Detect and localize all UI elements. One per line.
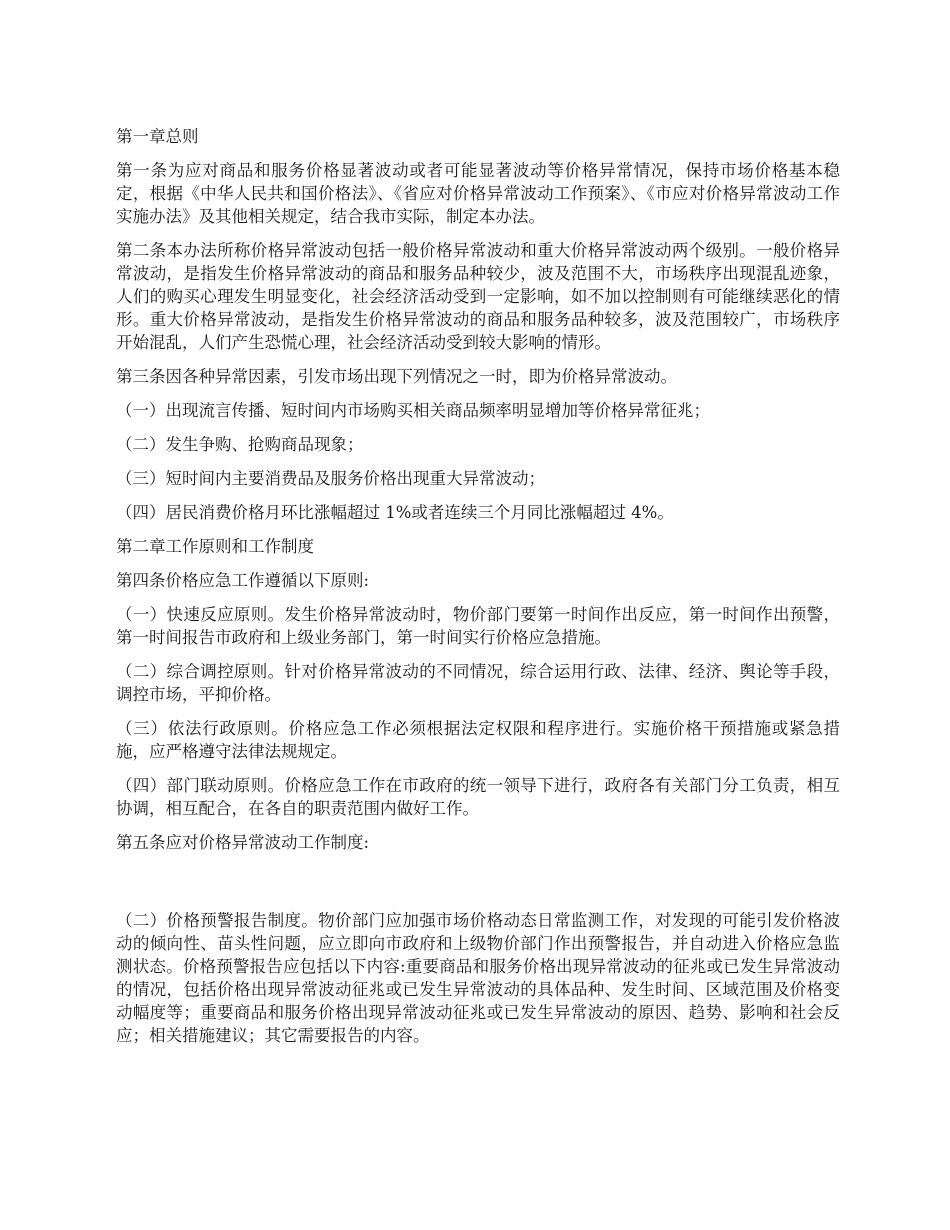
article-4-item-1: （一）快速反应原则。发生价格异常波动时，物价部门要第一时间作出反应，第一时间作出预警，第一时间报告市政府和上级业务部门，第一时间实行价格应急措施。 — [116, 605, 840, 647]
article-5: 第五条应对价格异常波动工作制度: — [116, 833, 370, 852]
article-2: 第二条本办法所称价格异常波动包括一般价格异常波动和重大价格异常波动两个级别。一般价格异常波动，是指发生价格异常波动的商品和服务品种较少，波及范围不大，市场秩序出现混乱迹象，人们的购买心理发生明显变化，社会经济活动受到一定影响，如不加以控制则有可能继续恶化的情形。重大价格异常波动，是指发生价格异常波动的商品和服务品种较多，波及范围较广，市场秩序开始混乱，人们产生恐慌心理，社会经济活动受到较大影响的情形。 — [116, 241, 840, 352]
article-3-item-1: （一）出现流言传播、短时间内市场购买相关商品频率明显增加等价格异常征兆； — [116, 401, 710, 420]
article-4: 第四条价格应急工作遵循以下原则: — [116, 571, 370, 590]
article-4-item-2: （二）综合调控原则。针对价格异常波动的不同情况，综合运用行政、法律、经济、舆论等手段，调控市场，平抑价格。 — [116, 662, 840, 704]
article-1: 第一条为应对商品和服务价格显著波动或者可能显著波动等价格异常情况，保持市场价格基本稳定，根据《中华人民共和国价格法》、《省应对价格异常波动工作预案》、《市应对价格异常波动工作实施办法》及其他相关规定，结合我市实际，制定本办法。 — [116, 161, 840, 226]
chapter-2-title: 第二章工作原则和工作制度 — [116, 537, 314, 556]
article-3-item-4: （四）居民消费价格月环比涨幅超过 1%或者连续三个月同比涨幅超过 4%。 — [116, 503, 674, 522]
article-4-item-3: （三）依法行政原则。价格应急工作必须根据法定权限和程序进行。实施价格干预措施或紧急措施，应严格遵守法律法规规定。 — [116, 719, 840, 761]
article-4-item-4: （四）部门联动原则。价格应急工作在市政府的统一领导下进行，政府各有关部门分工负责，相互协调，相互配合，在各自的职责范围内做好工作。 — [116, 776, 840, 818]
article-3-item-2: （二）发生争购、抢购商品现象； — [116, 435, 364, 454]
chapter-1-title: 第一章总则 — [116, 127, 199, 146]
blank-gap — [116, 865, 840, 909]
article-5-item-2: （二）价格预警报告制度。物价部门应加强市场价格动态日常监测工作，对发现的可能引发价格波动的倾向性、苗头性问题，应立即向市政府和上级物价部门作出预警报告，并自动进入价格应急监测状态。价格预警报告应包括以下内容:重要商品和服务价格出现异常波动的征兆或已发生异常波动的情况，包括价格出现异常波动征兆或已发生异常波动的具体品种、发生时间、区域范围及价格变动幅度等；重要商品和服务价格出现异常波动征兆或已发生异常波动的原因、趋势、影响和社会反应；相关措施建议；其它需要报告的内容。 — [116, 911, 840, 1045]
document-body — [116, 125, 840, 1058]
article-3-item-3: （三）短时间内主要消费品及服务价格出现重大异常波动； — [116, 469, 545, 488]
article-3: 第三条因各种异常因素，引发市场出现下列情况之一时，即为价格异常波动。 — [116, 367, 677, 386]
